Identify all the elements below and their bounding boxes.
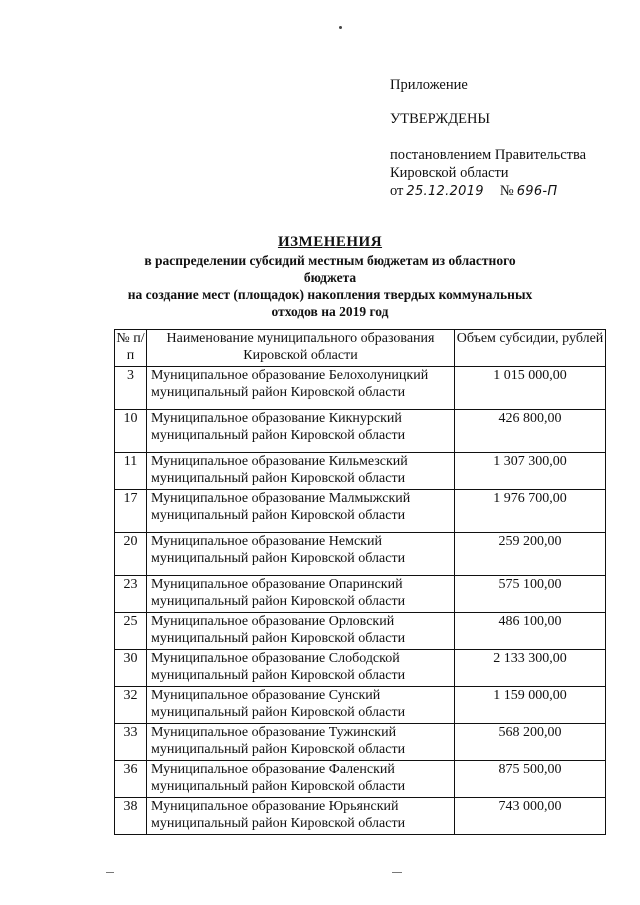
header-number: № п/п [115, 330, 147, 367]
row-name: Муниципальное образование Малмыжский муниципальный район Кировской области [147, 490, 455, 533]
row-number: 38 [115, 798, 147, 835]
row-name: Муниципальное образование Юрьянский муниципальный район Кировской области [147, 798, 455, 835]
row-number: 3 [115, 367, 147, 410]
header-amount: Объем субсидии, рублей [455, 330, 606, 367]
decree-number: 696-П [516, 184, 558, 199]
table-row [115, 798, 606, 835]
row-number: 23 [115, 576, 147, 613]
scan-mark-right [392, 872, 402, 873]
row-amount: 1 015 000,00 [455, 367, 606, 410]
row-amount: 743 000,00 [455, 798, 606, 835]
approved-label: УТВЕРЖДЕНЫ [390, 111, 491, 127]
heading-line-1: в распределении субсидий местным бюджетам из областного бюджета [144, 253, 516, 285]
decree-date: 25.12.2019 [406, 184, 484, 199]
row-amount: 1 159 000,00 [455, 687, 606, 724]
row-name: Муниципальное образование Кикнурский муниципальный район Кировской области [147, 410, 455, 453]
table-row [115, 576, 606, 613]
row-name: Муниципальное образование Фаленский муниципальный район Кировской области [147, 761, 455, 798]
row-amount: 575 100,00 [455, 576, 606, 613]
table-header-row [115, 330, 606, 367]
heading-line-2: на создание мест (площадок) накопления твердых коммунальных [127, 287, 533, 302]
row-name: Муниципальное образование Кильмезский муниципальный район Кировской области [147, 453, 455, 490]
number-prefix: № [499, 183, 514, 199]
row-amount: 486 100,00 [455, 613, 606, 650]
row-name: Муниципальное образование Немский муниципальный район Кировской области [147, 533, 455, 576]
row-amount: 1 976 700,00 [455, 490, 606, 533]
row-number: 17 [115, 490, 147, 533]
row-name: Муниципальное образование Орловский муниципальный район Кировской области [147, 613, 455, 650]
row-name: Муниципальное образование Белохолуницкий муниципальный район Кировской области [147, 367, 455, 410]
row-number: 11 [115, 453, 147, 490]
row-number: 25 [115, 613, 147, 650]
decree-line: постановлением Правительства [390, 147, 587, 163]
table-row [115, 453, 606, 490]
row-number: 36 [115, 761, 147, 798]
table-row [115, 490, 606, 533]
row-amount: 568 200,00 [455, 724, 606, 761]
subsidy-table [114, 329, 606, 835]
row-name: Муниципальное образование Опаринский муниципальный район Кировской области [147, 576, 455, 613]
row-name: Муниципальное образование Сунский муниципальный район Кировской области [147, 687, 455, 724]
scan-speck [339, 26, 342, 29]
row-number: 32 [115, 687, 147, 724]
table-row [115, 687, 606, 724]
date-prefix: от [390, 183, 404, 199]
row-name: Муниципальное образование Слободской муниципальный район Кировской области [147, 650, 455, 687]
heading-title: ИЗМЕНЕНИЯ [277, 234, 383, 250]
row-amount: 875 500,00 [455, 761, 606, 798]
region-line: Кировской области [390, 165, 509, 181]
table-row [115, 650, 606, 687]
row-number: 10 [115, 410, 147, 453]
row-amount: 259 200,00 [455, 533, 606, 576]
row-name: Муниципальное образование Тужинский муниципальный район Кировской области [147, 724, 455, 761]
table-row [115, 533, 606, 576]
row-amount: 2 133 300,00 [455, 650, 606, 687]
heading-line-3: отходов на 2019 год [271, 304, 389, 319]
row-number: 33 [115, 724, 147, 761]
row-amount: 426 800,00 [455, 410, 606, 453]
header-name: Наименование муниципального образования Кировской области [147, 330, 455, 367]
document-heading [120, 234, 540, 320]
scan-mark-left [106, 872, 114, 873]
table-row [115, 367, 606, 410]
row-number: 20 [115, 533, 147, 576]
appendix-label: Приложение [390, 77, 468, 93]
table-row [115, 410, 606, 453]
date-number-line [390, 182, 557, 201]
table-row [115, 724, 606, 761]
table-row [115, 761, 606, 798]
row-number: 30 [115, 650, 147, 687]
table-row [115, 613, 606, 650]
row-amount: 1 307 300,00 [455, 453, 606, 490]
